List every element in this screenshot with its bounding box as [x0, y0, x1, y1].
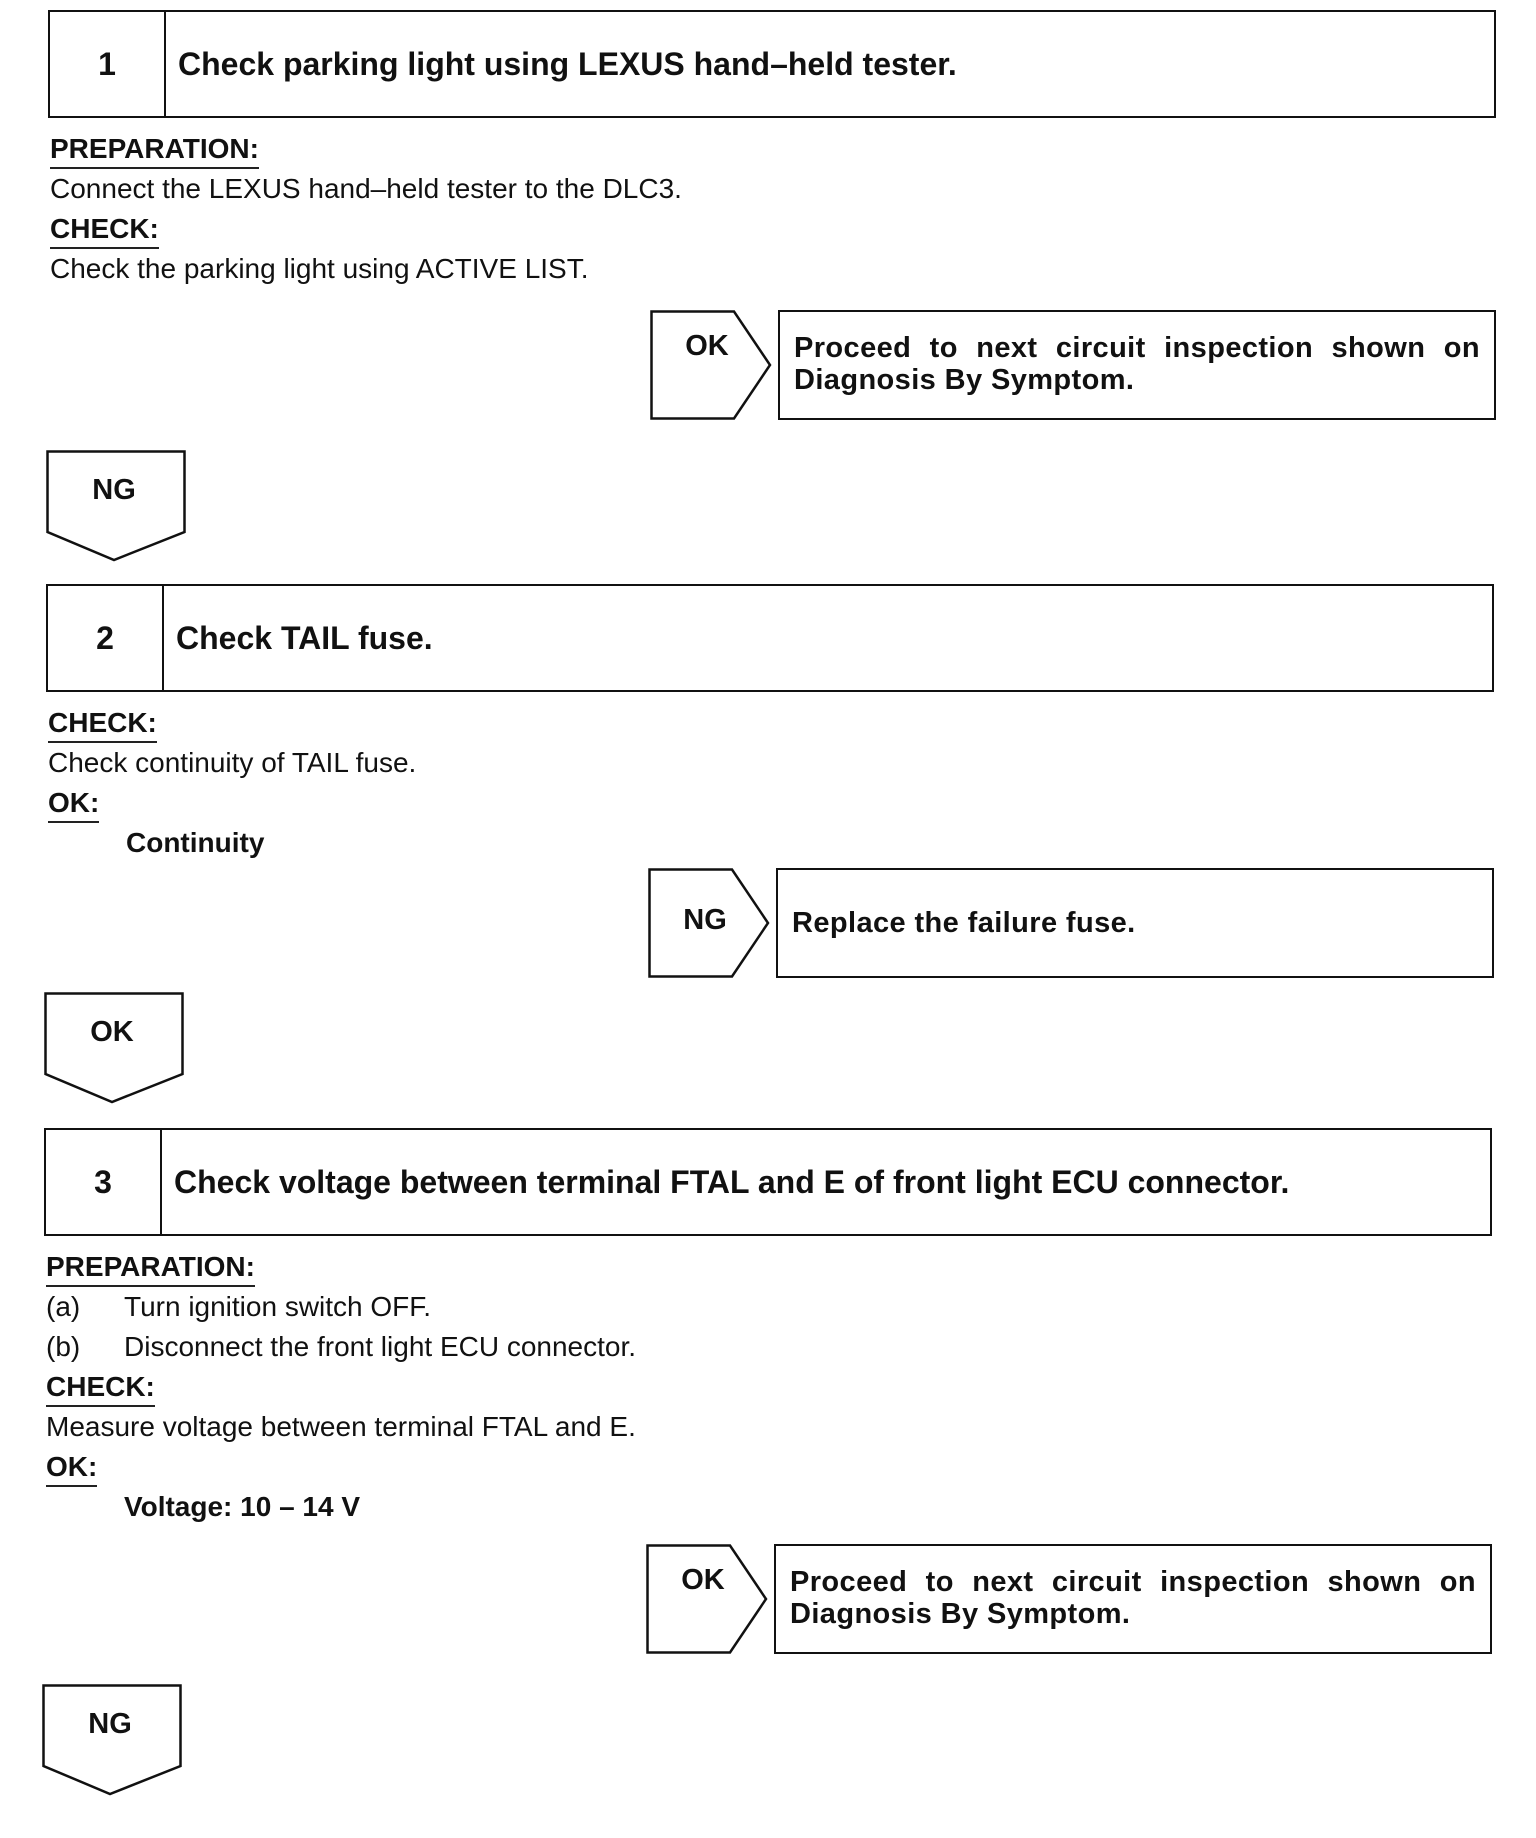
check-text: Check the parking light using ACTIVE LIST. — [50, 253, 589, 284]
check-label: CHECK: — [46, 1370, 155, 1407]
check-label: CHECK: — [50, 212, 159, 249]
result-line-1: Proceed to next circuit inspection shown on — [790, 1566, 1476, 1598]
ok-branch-arrow — [646, 1544, 768, 1654]
ok-criteria-value: Voltage: 10 – 14 V — [124, 1491, 361, 1522]
preparation-label: PREPARATION: — [46, 1250, 255, 1287]
step-1-header — [48, 10, 1496, 118]
step-number: 1 — [50, 12, 166, 116]
check-label: CHECK: — [48, 706, 157, 743]
prep-item-marker: (a) — [46, 1291, 81, 1322]
step-number: 2 — [48, 586, 164, 690]
result-line-2: Diagnosis By Symptom. — [790, 1598, 1131, 1630]
step-title: Check parking light using LEXUS hand–held tester. — [178, 45, 957, 82]
prep-item-marker: (b) — [46, 1331, 81, 1362]
preparation-label: PREPARATION: — [50, 132, 259, 169]
prep-item-text: Disconnect the front light ECU connector. — [124, 1331, 637, 1362]
replace-fuse-result-box — [776, 868, 1494, 978]
ok-down-label: OK — [90, 1016, 134, 1048]
check-text: Measure voltage between terminal FTAL and E. — [46, 1411, 636, 1442]
ok-branch-label: OK — [681, 1564, 725, 1596]
ok-branch-arrow — [650, 310, 772, 420]
step-title: Check TAIL fuse. — [176, 619, 433, 656]
step-2-header — [46, 584, 1494, 692]
proceed-result-box — [774, 1544, 1492, 1654]
ng-down-label: NG — [88, 1708, 132, 1740]
proceed-result-box — [778, 310, 1496, 420]
ng-down-label: NG — [92, 474, 136, 506]
ng-branch-label: NG — [683, 904, 727, 936]
result-line-1: Proceed to next circuit inspection shown on — [794, 332, 1480, 364]
step-title: Check voltage between terminal FTAL and E of front light ECU connector. — [174, 1163, 1290, 1200]
check-text: Check continuity of TAIL fuse. — [48, 747, 417, 778]
ok-branch-label: OK — [685, 330, 729, 362]
preparation-text: Connect the LEXUS hand–held tester to the DLC3. — [50, 173, 682, 204]
ok-criteria-label: OK: — [46, 1450, 97, 1487]
result-text: Replace the failure fuse. — [792, 907, 1136, 939]
step-number: 3 — [46, 1130, 162, 1234]
ok-criteria-label: OK: — [48, 786, 99, 823]
step-3-header — [44, 1128, 1492, 1236]
prep-item-text: Turn ignition switch OFF. — [124, 1291, 432, 1322]
ok-criteria-value: Continuity — [126, 827, 265, 858]
result-line-2: Diagnosis By Symptom. — [794, 364, 1135, 396]
